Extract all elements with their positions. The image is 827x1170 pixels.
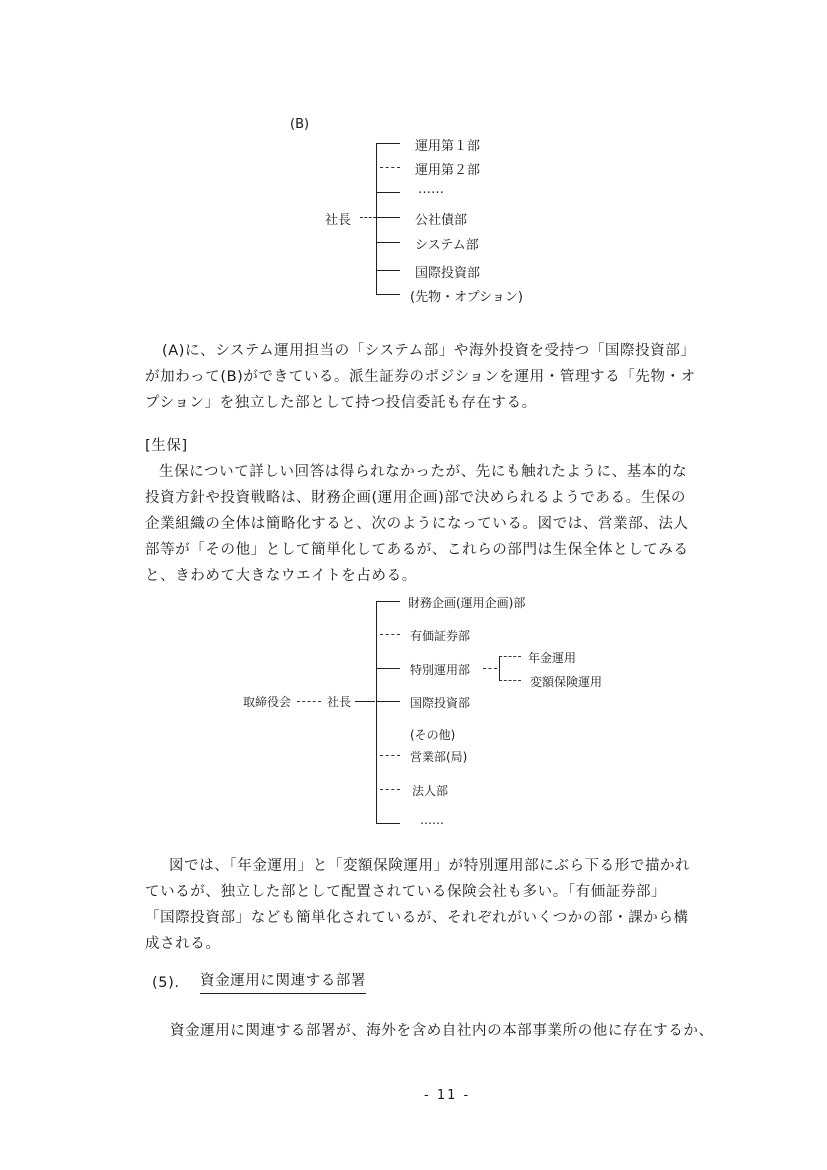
text-line: 図では、「年金運用」と「変額保険運用」が特別運用部にぶら下る形で描かれ — [169, 858, 691, 874]
connector — [376, 143, 400, 144]
text-line: が加わって(B)ができている。派生証券のポジションを運用・管理する「先物・オ — [145, 369, 696, 385]
connector — [376, 823, 400, 824]
text-line: (A)に、システム運用担当の「システム部」や海外投資を受持つ「国際投資部」 — [162, 343, 696, 359]
chart-seiho-subbranch: 年金運用 — [528, 651, 577, 665]
chart-b-branch: 国際投資部 — [415, 266, 481, 281]
connector — [380, 167, 400, 168]
chart-seiho-branch: 財務企画(運用企画)部 — [408, 596, 526, 610]
page-number: - 11 - — [424, 1088, 471, 1103]
connector — [376, 601, 400, 602]
text-line: 投資方針や投資戦略は、財務企画(運用企画)部で決められるようである。生保の — [145, 490, 687, 506]
connector — [380, 755, 400, 756]
text-line: 部等が「その他」として簡単化してあるが、これらの部門は生保全体としてみる — [145, 542, 689, 558]
chart-b-branch: (先物・オプション) — [410, 290, 523, 305]
chart-seiho-root: 社長 — [327, 695, 352, 709]
sub-trunk-line — [499, 656, 500, 680]
chart-b-branch: 運用第２部 — [415, 163, 481, 178]
connector — [376, 242, 400, 243]
text-line: と、きわめて大きなウエイトを占める。 — [145, 568, 417, 584]
connector — [376, 668, 400, 669]
trunk-line — [376, 601, 377, 823]
connector — [380, 634, 400, 635]
connector — [483, 668, 497, 669]
chart-b-label: (B) — [290, 117, 310, 132]
section-heading: [生保] — [145, 438, 188, 454]
connector — [376, 217, 400, 218]
section-number: (5). — [152, 975, 180, 991]
chart-b-branch: …… — [418, 182, 444, 197]
chart-b-branch: システム部 — [415, 238, 479, 253]
section-title: 資金運用に関連する部署 — [200, 970, 366, 994]
connector — [376, 294, 400, 295]
paragraph-after — [145, 853, 690, 957]
text-line: プション」を独立した部として持つ投信委託も存在する。 — [145, 395, 537, 411]
chart-seiho-branch: 営業部(局) — [410, 750, 468, 764]
chart-seiho-branch: 国際投資部 — [410, 696, 471, 710]
text-line: 資金運用に関連する部署が、海外を含め自社内の本部事業所の他に存在するか、 — [170, 1023, 714, 1039]
text-line: ているが、独立した部として配置されている保険会社も多い。「有価証券部」 — [145, 884, 667, 900]
connector — [355, 701, 375, 702]
text-line: 企業組織の全体は簡略化すると、次のようになっている。図では、営業部、法人 — [145, 516, 689, 532]
chart-seiho-branch: 有価証券部 — [410, 629, 471, 643]
chart-b-root: 社長 — [325, 213, 352, 228]
connector — [376, 270, 400, 271]
chart-seiho-subbranch: 変額保険運用 — [530, 675, 603, 689]
chart-b-branch: 公社債部 — [415, 213, 468, 228]
chart-board: 取締役会 — [243, 695, 292, 709]
connector — [360, 217, 376, 218]
connector — [380, 789, 400, 790]
chart-seiho-branch: …… — [420, 813, 444, 827]
chart-seiho-branch: (その他) — [410, 728, 456, 742]
connector — [499, 680, 521, 681]
chart-seiho-branch: 特別運用部 — [410, 663, 471, 677]
connector — [376, 701, 400, 702]
text-line: 生保について詳しい回答は得られなかったが、先にも触れたように、基本的な — [159, 464, 688, 480]
connector — [499, 656, 521, 657]
text-line: 成される。 — [145, 936, 221, 952]
chart-b-branch: 運用第１部 — [415, 139, 481, 154]
trunk-line — [376, 143, 377, 294]
text-line: 「国際投資部」なども簡単化されているが、それぞれがいくつかの部・課から構 — [145, 910, 689, 926]
seiho-section — [145, 433, 689, 589]
paragraph-b — [145, 338, 696, 416]
connector — [376, 192, 400, 193]
chart-seiho-branch: 法人部 — [412, 784, 449, 798]
connector — [297, 701, 321, 702]
